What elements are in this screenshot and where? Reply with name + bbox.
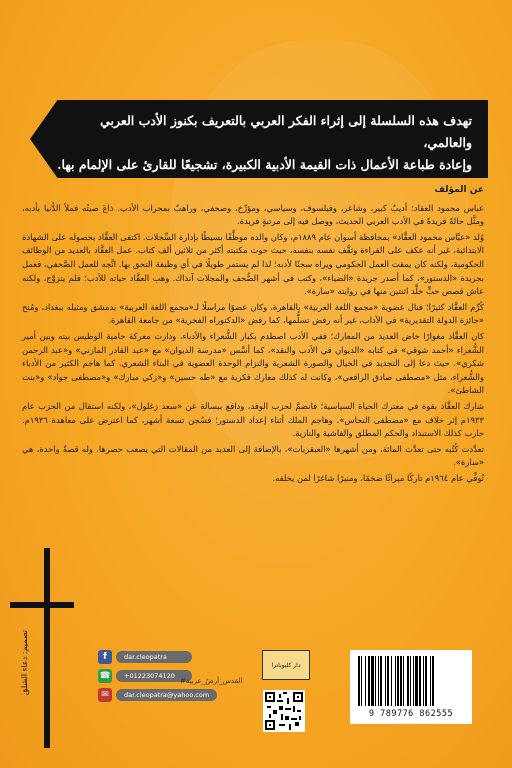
about-paragraph: كُرِّم العقَّاد كثيرًا؛ فنال عضوية «مجمع اللغة العربية» بالقاهرة، وكان عضوًا مراسلًا لـ«مجمع اللغة العربية» بدمشق ومثيله ببغداد، ومُنح «جائزة الدولة التقديرية» في الآداب، غير أنه رفض تسلُّمها، كما رفض «الدكتوراه الفخرية» من جامعة القاهرة.	[22, 301, 484, 326]
about-paragraph: كان العقَّاد مغوارًا خاض العديد من المعارك؛ ففي الأدب اصطدم بكبار الشُّعراء والأدباء، ودارت معركة حامية الوطيس بينه وبين أمير الشُّعراء «أحمد شوقي» في كتابه «الديوان في الأدب والنقد»، كما أسَّس «مدرسة الديوان» مع «عبد القادر المازني» و«عبد الرحمن شكري». حيث دعا إلى التجديد في الخيال والصورة الشعرية والتزام الوحدة العضوية في البناء الشعري. كما هاجم الكثير من الأدباء والشُّعراء، مثل «مصطفى صادق الرافعي»، وكانت له كذلك معارك فكرية مع «طه حسين» و«زكي مبارك» و«مصطفى جواد» و«بنت الشاطئ».	[22, 330, 484, 396]
phone-number: +01223074120	[116, 670, 192, 682]
facebook-handle: dar.cleopatra	[116, 651, 192, 663]
banner-line-2: وإعادة طباعة الأعمال ذات القيمة الأدبية الكبيرة، تشجيعًا للقارئ على الإلمام بها.	[57, 157, 472, 172]
publisher-logo: دار كليوباترا	[262, 650, 310, 680]
qr-code[interactable]	[263, 690, 305, 732]
cross-vertical-bar	[44, 548, 50, 748]
about-paragraph: تُوفِّي عام ١٩٦٤م تاركًا ميراثًا ضخمًا، ومنبرًا شاغرًا لمن يخلفه.	[272, 472, 484, 483]
facebook-icon: f	[98, 650, 112, 664]
about-author-section	[22, 184, 484, 487]
email-address: dar.cleopatra@yahoo.com	[116, 689, 217, 701]
cross-horizontal-bar	[10, 602, 74, 608]
cover-designer-credit: تصميم: دعاء الشلق	[20, 630, 29, 695]
facebook-contact[interactable]	[98, 650, 217, 664]
isbn-number: 9 789776 862555	[368, 709, 454, 719]
about-paragraph: شارك العقَّاد بقوة في معترك الحياة السياسية؛ فانضمَّ لحزب الوفد، ودافع ببسالة عن «سعد زغلول»، ولكنه استقال من الحزب عام ١٩٣٣م إثر خلاف مع «مصطفى النحاس». وهاجم الملك أثناء إعداد الدستور؛ فسُجن تسعة أشهر، كما اعترض على معاهدة ١٩٣٦م. حارب كذلك الاستبداد والحكم المطلق والفاشية والنازية.	[22, 400, 484, 439]
about-paragraph: وُلد «عبَّاس محمود العقَّاد» بمحافظة أسوان عام ١٨٨٩م، وكان والده موظَّفًا بسيطًا بإدارة السِّجلات. اكتفى العقَّاد بحصوله على الشهادة الابتدائية، غير أنه عكف على القراءة وثقَّف نفسه بنفسه، حيث حوت مكتبته أكثر من ثلاثين ألف كتاب. عمل العقَّاد بالعديد من الوظائف الحكومية، ولكنه كان يمقت العمل الحكومي ويراه سجنًا لأدبه؛ لذا لم يستمر طويلًا في أي وظيفة التحق بها. اتَّجه للعمل الصَّحفي، فعمل بجريدة «الدستور»، كما أصدر جريدة «الضياء»، وكتب في أشهر الصُّحف والمجلات آنذاك. وهب العقَّاد حياته للأدب؛ فلم يتزوَّج، ولكنه عاش قصص حبٍّ خلَّد اثنتين منها في روايته «سارة».	[22, 231, 485, 297]
banner-line-1: تهدف هذه السلسلة إلى إثراء الفكر العربي بالتعريف بكنوز الأدب العربي والعالمي،	[100, 113, 472, 150]
about-author-heading: عن المؤلف	[434, 185, 484, 195]
series-banner-text	[52, 110, 472, 176]
email-contact[interactable]	[98, 688, 217, 702]
barcode-icon	[358, 656, 464, 706]
series-hashtag: #القدس_أرضٌ_عربية	[180, 677, 243, 685]
about-paragraph: تعدَّدت كُتُبه حتى تعدَّت المائة، ومن أشهرها «العبقريات»، بالإضافة إلى العديد من المقالات التي يصعب حصرها. وله قصةٌ واحدة، هي «سارة».	[22, 443, 484, 468]
isbn-barcode	[350, 650, 472, 724]
email-icon: ✉	[98, 688, 112, 702]
qr-code-icon	[265, 692, 303, 730]
phone-icon: ☎	[99, 671, 111, 681]
about-paragraph: عباس محمود العقاد: أديبٌ كبير، وشاعر، وفيلسوف، وسياسي، ومؤرِّخ، وصحفي، وراهبٌ بمحراب الأدب. ذاعَ صيتُه فملأ الدُّنيا بأدبه، ومثَّل حالةً فريدةً في الأدب العربي الحديث، ووصل فيه إلى مرتبةٍ فريدة.	[22, 202, 484, 227]
